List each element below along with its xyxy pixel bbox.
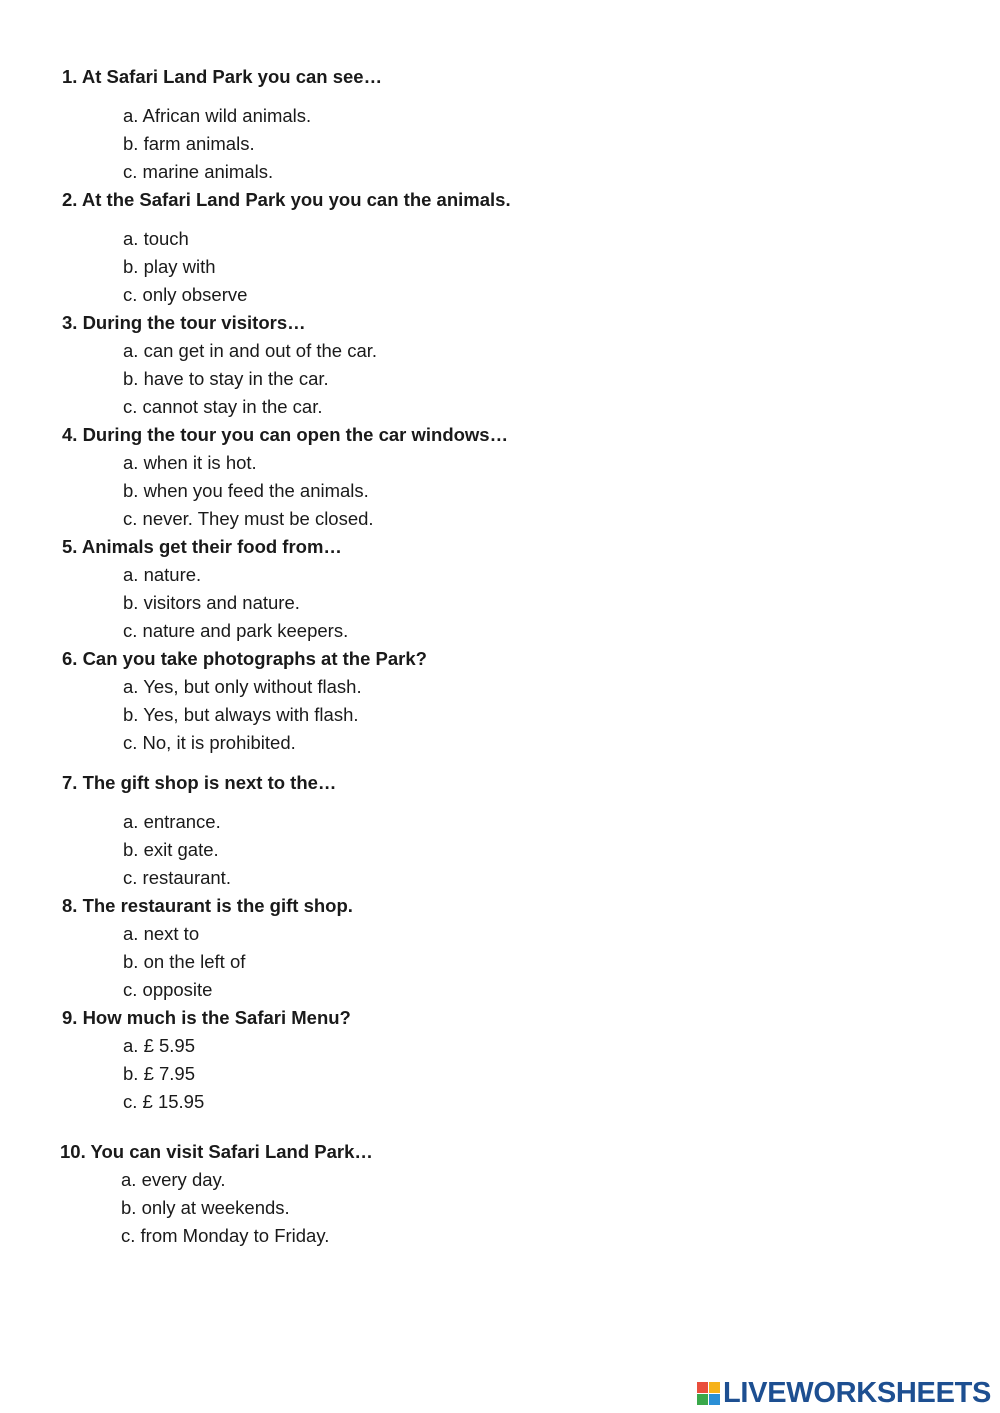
question-8-option-a[interactable]: a. next to [123,923,200,944]
liveworksheets-logo-text: LIVEWORKSHEETS [723,1377,992,1409]
question-2-option-b[interactable]: b. play with [123,256,216,277]
question-10-option-a[interactable]: a. every day. [121,1169,226,1190]
question-5-option-b[interactable]: b. visitors and nature. [123,592,300,613]
question-5: 5. Animals get their food from… [62,536,342,557]
question-7-option-b[interactable]: b. exit gate. [123,839,219,860]
question-3-option-a[interactable]: a. can get in and out of the car. [123,340,378,361]
question-7-option-c[interactable]: c. restaurant. [123,867,231,888]
question-5-option-c[interactable]: c. nature and park keepers. [123,620,349,641]
question-10-option-c[interactable]: c. from Monday to Friday. [121,1225,330,1246]
question-7: 7. The gift shop is next to the… [62,772,337,793]
logo-tile-green [697,1394,708,1405]
question-10: 10. You can visit Safari Land Park… [60,1141,373,1162]
logo-tile-blue [709,1394,720,1405]
question-1-option-c[interactable]: c. marine animals. [123,161,274,182]
question-8-option-b[interactable]: b. on the left of [123,951,246,972]
question-3-option-c[interactable]: c. cannot stay in the car. [123,396,323,417]
question-3: 3. During the tour visitors… [62,312,306,333]
question-5-option-a[interactable]: a. nature. [123,564,202,585]
question-9-option-b[interactable]: b. £ 7.95 [123,1063,196,1084]
question-6-option-c[interactable]: c. No, it is prohibited. [123,732,296,753]
question-2-option-c[interactable]: c. only observe [123,284,248,305]
question-1-option-a[interactable]: a. African wild animals. [123,105,312,126]
question-6: 6. Can you take photographs at the Park? [62,648,427,669]
question-3-option-b[interactable]: b. have to stay in the car. [123,368,329,389]
question-6-option-a[interactable]: a. Yes, but only without flash. [123,676,362,697]
question-9-option-c[interactable]: c. £ 15.95 [123,1091,205,1112]
logo-tile-yellow [709,1382,720,1393]
question-1: 1. At Safari Land Park you can see… [62,66,383,87]
question-4-option-b[interactable]: b. when you feed the animals. [123,480,369,501]
question-9: 9. How much is the Safari Menu? [62,1007,351,1028]
logo-tile-red [697,1382,708,1393]
question-1-option-b[interactable]: b. farm animals. [123,133,255,154]
question-2-option-a[interactable]: a. touch [123,228,189,249]
question-8-option-c[interactable]: c. opposite [123,979,213,1000]
question-2: 2. At the Safari Land Park you you can the animals. [62,189,511,210]
liveworksheets-logo-icon [697,1382,720,1405]
question-10-option-b[interactable]: b. only at weekends. [121,1197,290,1218]
question-4: 4. During the tour you can open the car windows… [62,424,509,445]
question-4-option-c[interactable]: c. never. They must be closed. [123,508,374,529]
question-6-option-b[interactable]: b. Yes, but always with flash. [123,704,359,725]
question-4-option-a[interactable]: a. when it is hot. [123,452,257,473]
question-7-option-a[interactable]: a. entrance. [123,811,221,832]
question-8: 8. The restaurant is the gift shop. [62,895,353,916]
liveworksheets-logo [697,1376,991,1410]
question-9-option-a[interactable]: a. £ 5.95 [123,1035,196,1056]
